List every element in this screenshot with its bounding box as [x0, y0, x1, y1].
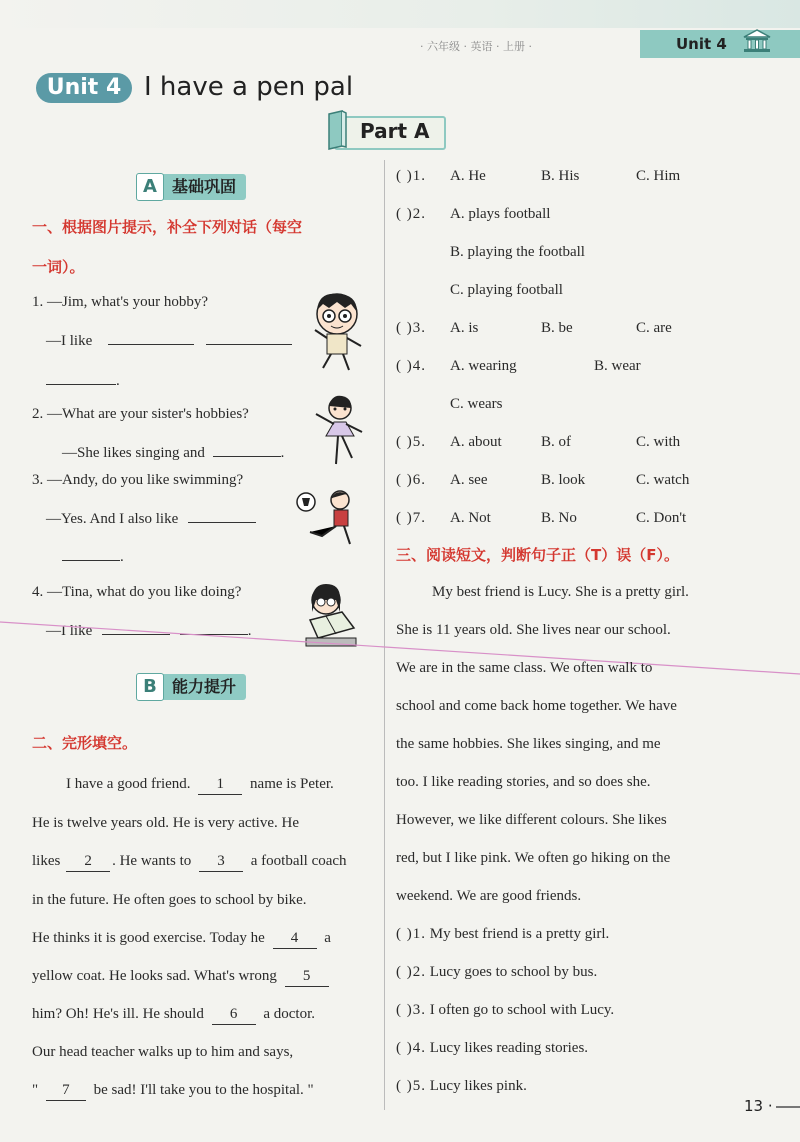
q3-statement: ( )1. My best friend is a pretty girl.	[396, 926, 610, 942]
q2-heading: 二、完形填空。	[32, 734, 138, 752]
q3-heading: 三、阅读短文，判断句子正（T）误（F）。	[396, 546, 679, 564]
option-b: B. playing the football	[450, 244, 585, 260]
q3-passage-line: My best friend is Lucy. She is a pretty girl.	[432, 584, 689, 600]
cloze-blank[interactable]: 1	[198, 774, 242, 795]
option-a: A. He	[450, 168, 486, 184]
boy-playing-football-illustration	[292, 488, 366, 548]
option-b: B. His	[541, 168, 580, 184]
q1-item-3-answer: —Yes. And I also like	[46, 508, 256, 529]
q3-statement: ( )3. I often go to school with Lucy.	[396, 1002, 615, 1018]
q2-passage-line: He thinks it is good exercise. Today he 4 a	[32, 928, 331, 949]
q1-heading-line1: 一、根据图片提示，补全下列对话（每空	[32, 218, 303, 236]
q1-item-1-answer-cont: .	[46, 370, 120, 391]
section-b-label: 能力提升	[172, 677, 237, 696]
section-b-letter: B	[136, 673, 164, 701]
q1-item-3-answer-cont: .	[62, 546, 124, 567]
option-a: A. about	[450, 434, 502, 450]
q2-passage-line: in the future. He often goes to school by bike.	[32, 892, 307, 908]
q2-option-row: ( )2.	[396, 206, 426, 222]
answer-paren[interactable]: ( )2.	[396, 964, 426, 980]
option-b: B. look	[541, 472, 586, 488]
q1-item-2-question: 2. —What are your sister's hobbies?	[32, 406, 249, 422]
answer-paren[interactable]: ( )4.	[396, 1040, 426, 1056]
q2-option-row: ( )6.	[396, 472, 426, 488]
q2-passage-line: I have a good friend. 1 name is Peter.	[66, 774, 334, 795]
q2-option-row: ( )3.	[396, 320, 426, 336]
cloze-blank[interactable]: 5	[285, 966, 329, 987]
option-a: A. is	[450, 320, 479, 336]
option-b: B. wear	[594, 358, 641, 374]
section-a-letter: A	[136, 173, 164, 201]
q3-passage-line: school and come back home together. We have	[396, 698, 677, 714]
option-a: A. wearing	[450, 358, 517, 374]
q1-item-4-answer: —I like .	[46, 620, 252, 641]
option-c: C. with	[636, 434, 681, 450]
option-c: C. Him	[636, 168, 681, 184]
answer-paren[interactable]: ( )1.	[396, 926, 426, 942]
q3-passage-line: weekend. We are good friends.	[396, 888, 582, 904]
option-c: C. watch	[636, 472, 690, 488]
option-c: C. wears	[450, 396, 503, 412]
option-c: C. Don't	[636, 510, 687, 526]
answer-blank[interactable]	[46, 370, 116, 385]
q2-passage-line: likes 2 . He wants to 3 a football coach	[32, 851, 347, 872]
q3-passage-line: too. I like reading stories, and so does she.	[396, 774, 651, 790]
book-icon	[326, 110, 348, 150]
answer-paren[interactable]: ( )3.	[396, 1002, 426, 1018]
q1-heading-line2: 一词）。	[32, 258, 85, 276]
q2-passage-line: Our head teacher walks up to him and says,	[32, 1044, 294, 1060]
option-b: B. be	[541, 320, 573, 336]
option-b: B. of	[541, 434, 571, 450]
answer-blank[interactable]	[206, 330, 292, 345]
option-c: C. playing football	[450, 282, 563, 298]
cloze-blank[interactable]: 4	[273, 928, 317, 949]
q2-passage-line: He is twelve years old. He is very active. He	[32, 815, 299, 831]
header-strip	[0, 0, 800, 28]
unit-badge-label: Unit 4	[46, 75, 122, 100]
q3-statement: ( )2. Lucy goes to school by bus.	[396, 964, 598, 980]
option-b: B. No	[541, 510, 577, 526]
option-a: A. Not	[450, 510, 491, 526]
q1-item-3-question: 3. —Andy, do you like swimming?	[32, 472, 244, 488]
cloze-blank[interactable]: 2	[66, 851, 110, 872]
q1-item-2-answer: —She likes singing and .	[62, 442, 284, 463]
answer-blank[interactable]	[62, 546, 120, 561]
option-c: C. are	[636, 320, 672, 336]
answer-blank[interactable]	[188, 508, 256, 523]
q2-option-row: ( )5.	[396, 434, 426, 450]
q3-statement: ( )5. Lucy likes pink.	[396, 1078, 527, 1094]
option-a: A. see	[450, 472, 488, 488]
header-unit-label: Unit 4	[676, 35, 727, 53]
q3-passage-line: the same hobbies. She likes singing, and me	[396, 736, 661, 752]
q2-passage-line: him? Oh! He's ill. He should 6 a doctor.	[32, 1004, 315, 1025]
boy-with-glasses-illustration	[305, 290, 367, 372]
q3-passage-line: She is 11 years old. She lives near our school.	[396, 622, 671, 638]
cloze-blank[interactable]: 3	[199, 851, 243, 872]
answer-blank[interactable]	[213, 442, 281, 457]
page-number-rule	[776, 1106, 800, 1108]
q3-passage-line: red, but I like pink. We often go hiking on the	[396, 850, 671, 866]
q1-item-1-question: 1. —Jim, what's your hobby?	[32, 294, 209, 310]
header-faded-text: · 六年级 · 英语 · 上册 ·	[420, 40, 532, 53]
q2-option-row: ( )1.	[396, 168, 426, 184]
part-a-label: Part A	[360, 119, 430, 143]
cloze-blank[interactable]: 6	[212, 1004, 256, 1025]
page-number: 13 ·	[744, 1097, 773, 1115]
q3-passage-line: We are in the same class. We often walk to	[396, 660, 653, 676]
building-icon	[742, 28, 772, 54]
q3-passage-line: However, we like different colours. She likes	[396, 812, 667, 828]
option-a: A. plays football	[450, 206, 551, 222]
q2-option-row: ( )4.	[396, 358, 426, 374]
page-title: I have a pen pal	[144, 72, 354, 102]
q2-option-row: ( )7.	[396, 510, 426, 526]
cloze-blank[interactable]: 7	[46, 1080, 86, 1101]
q1-item-1-answer: —I like	[46, 330, 292, 351]
section-a-label: 基础巩固	[172, 177, 237, 196]
answer-blank[interactable]	[108, 330, 194, 345]
answer-paren[interactable]: ( )5.	[396, 1078, 426, 1094]
q2-passage-line: yellow coat. He looks sad. What's wrong 5	[32, 966, 333, 987]
q2-passage-line: " 7 be sad! I'll take you to the hospital. "	[32, 1080, 314, 1101]
q3-statement: ( )4. Lucy likes reading stories.	[396, 1040, 589, 1056]
q1-item-4-question: 4. —Tina, what do you like doing?	[32, 584, 242, 600]
girl-dancing-illustration	[308, 392, 368, 468]
